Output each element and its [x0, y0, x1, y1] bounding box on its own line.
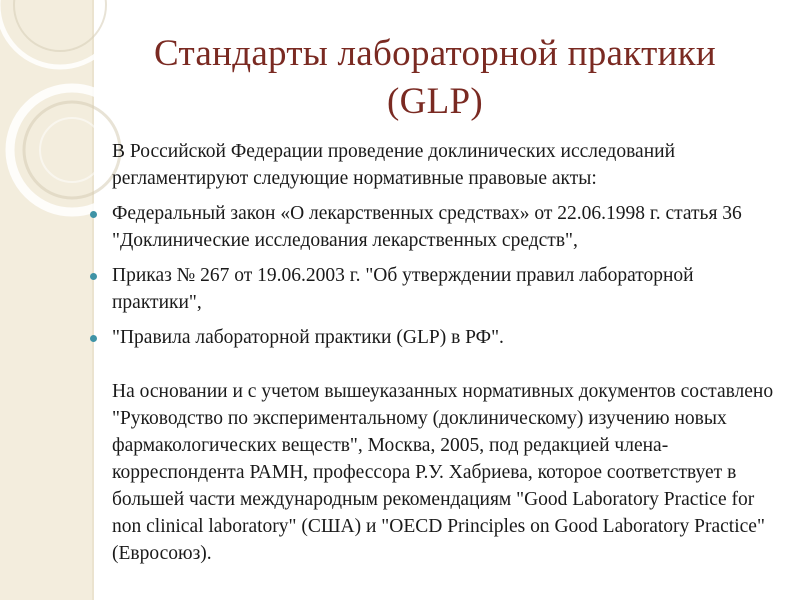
bullet-text: "Правила лабораторной практики (GLP) в РФ".: [112, 327, 504, 348]
bullet-icon: [90, 335, 97, 342]
slide-title: Стандарты лабораторной практики (GLP): [153, 33, 717, 122]
conclusion-paragraph: На основании и с учетом вышеуказанных нормативных документов составлено "Руководство по экспериментальному (доклиническому) изучению новых фармакологических веществ", Москва, 2005, под редакцией члена-корреспондента РАМН, профессора Р.У. Хабриева, которое соответствует в большей части международным рекомендациям "Good Laboratory Practice for non clinical laboratory" (США) и "OECD Principles on Good Laboratory Practice" (Евросоюз).: [112, 381, 774, 564]
outer-ring-top: [0, 0, 122, 67]
bullet-item-glp-rules: [112, 324, 788, 351]
slide-body: [112, 138, 788, 567]
inner-ring-top: [14, 0, 106, 51]
bullet-list: [112, 200, 788, 351]
bullet-icon: [90, 273, 97, 280]
bullet-text: Приказ № 267 от 19.06.2003 г. "Об утверждении правил лабораторной практики",: [112, 265, 694, 313]
bullet-item-order: [112, 262, 788, 316]
bullet-item-law: [112, 200, 788, 254]
bullet-text: Федеральный закон «О лекарственных средствах» от 22.06.1998 г. статья 36 "Доклинические исследования лекарственных средств",: [112, 203, 742, 251]
inner-ring-middle: [24, 102, 120, 198]
small-ring-middle: [40, 118, 104, 182]
intro-paragraph: В Российской Федерации проведение доклинических исследований регламентируют следующие нормативные правовые акты:: [112, 141, 676, 189]
bullet-icon: [90, 211, 97, 218]
